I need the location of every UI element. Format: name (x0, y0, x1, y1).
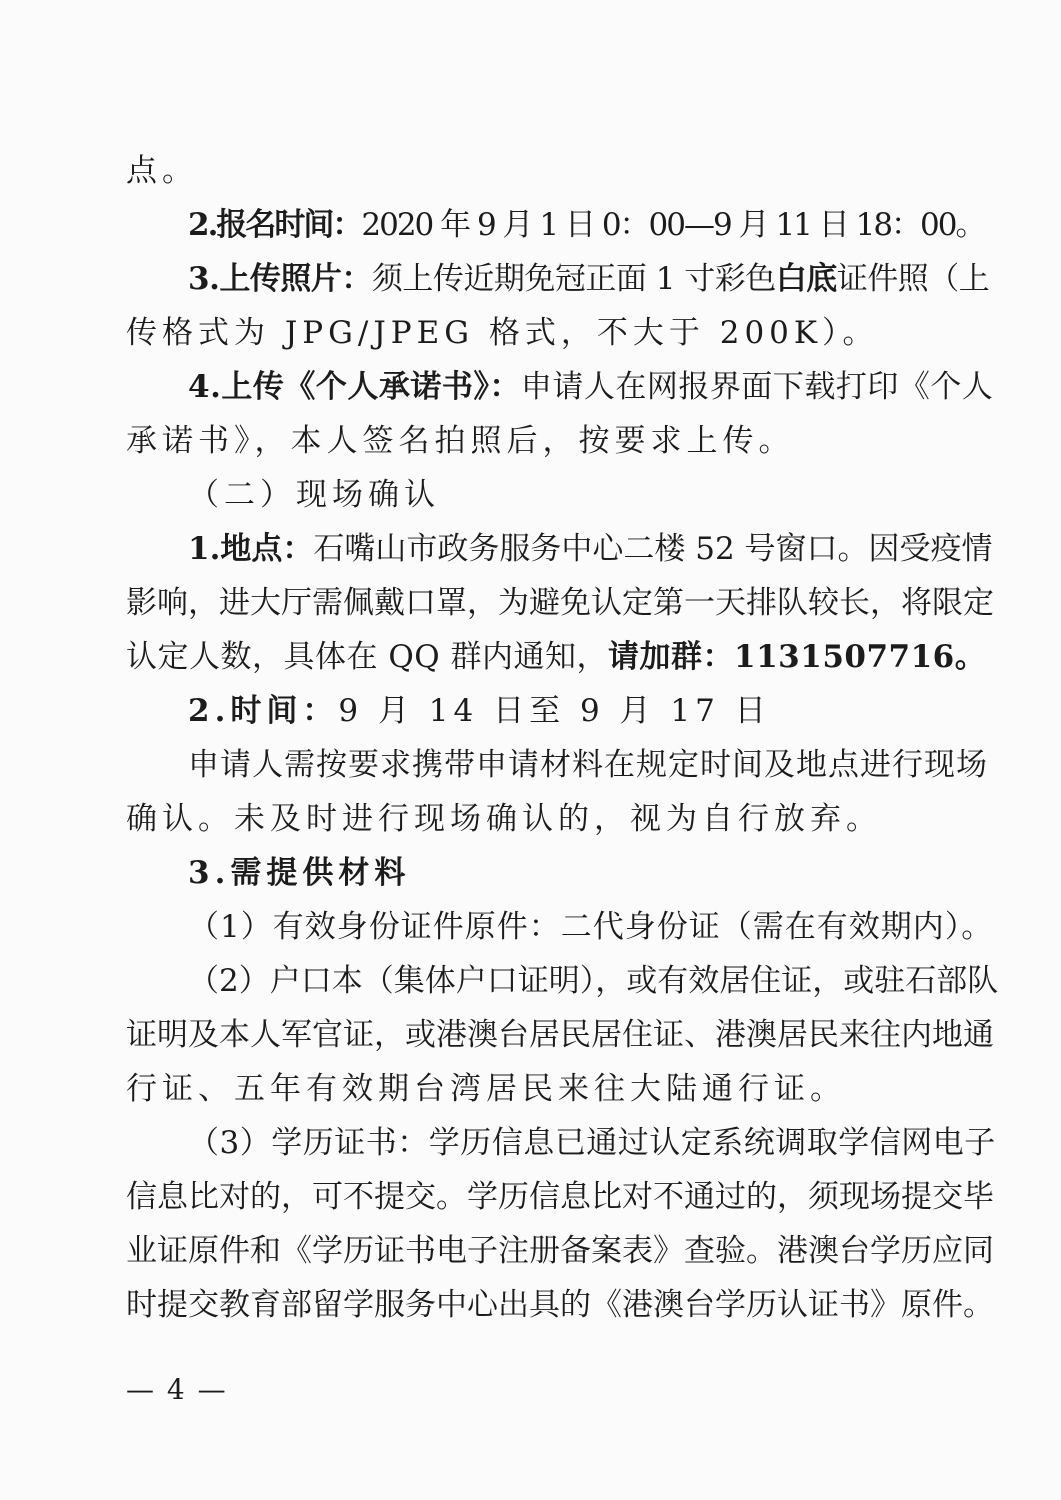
text-line: 信息比对的，可不提交。学历信息比对不通过的，须现场提交毕 (126, 1179, 994, 1215)
text-line: 确认。未及时进行现场确认的，视为自行放弃。 (126, 801, 882, 837)
text-line: （2）户口本（集体户口证明），或有效居住证，或驻石部队 (188, 963, 999, 999)
section-heading: （二）现场确认 (188, 477, 440, 513)
text-line: 行证、五年有效期台湾居民来往大陆通行证。 (126, 1071, 846, 1107)
text-line: 3.需提供材料 (188, 855, 411, 891)
text-line: 4.上传《个人承诺书》：申请人在网报界面下载打印《个人 (188, 369, 994, 405)
text-line: 影响，进大厅需佩戴口罩，为避免认定第一天排队较长，将限定 (126, 585, 994, 621)
text-line: 证明及本人军官证，或港澳台居民居住证、港澳居民来往内地通 (126, 1017, 994, 1053)
text-line: 2.时间：9 月 14 日至 9 月 17 日 (188, 693, 771, 729)
text-line: 2.报名时间：2020 年 9 月 1 日 0：00—9 月 11 日 18：00。 (188, 207, 985, 243)
text-line: 3.上传照片：须上传近期免冠正面 1 寸彩色白底证件照（上 (188, 261, 990, 297)
text-line: 传格式为 JPG/JPEG 格式，不大于 200K）。 (126, 315, 879, 351)
text-line: （1）有效身份证件原件：二代身份证（需在有效期内）。 (188, 909, 994, 945)
page-number: — 4 — (126, 1373, 228, 1406)
text-line: 时提交教育部留学服务中心出具的《港澳台学历认证书》原件。 (126, 1287, 994, 1323)
text-line: 1.地点：石嘴山市政务服务中心二楼 52 号窗口。因受疫情 (188, 531, 993, 567)
text-line: 承诺书》，本人签名拍照后，按要求上传。 (126, 423, 795, 459)
text-line: 业证原件和《学历证书电子注册备案表》查验。港澳台学历应同 (126, 1233, 994, 1269)
text-line: 点。 (126, 153, 198, 189)
text-line: 申请人需按要求携带申请材料在规定时间及地点进行现场 (188, 747, 988, 783)
text-line: 认定人数，具体在 QQ 群内通知，请加群：1131507716。 (126, 639, 987, 675)
text-line: （3）学历证书：学历信息已通过认定系统调取学信网电子 (188, 1125, 996, 1161)
